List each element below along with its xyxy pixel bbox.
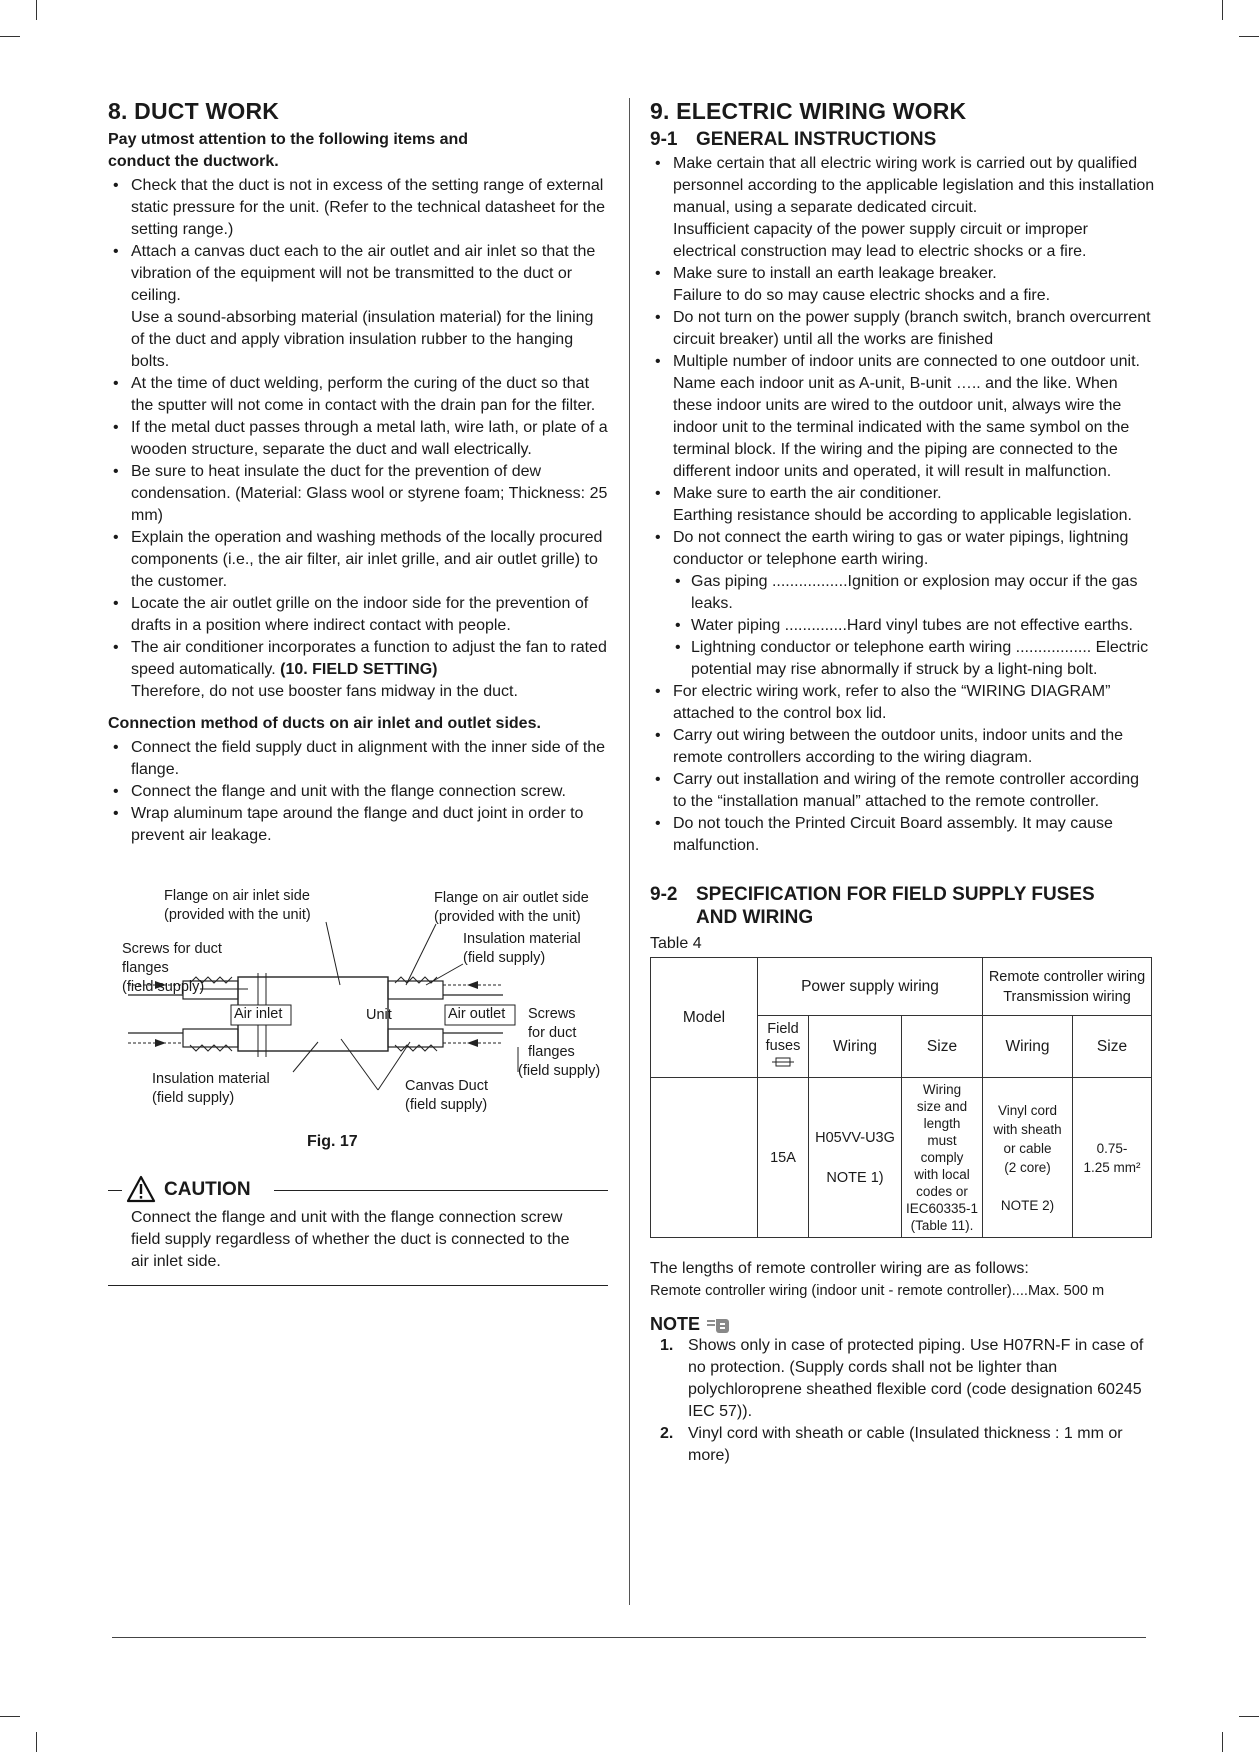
list-item: • Wrap aluminum tape around the flange and duct joint in order to prevent air leakage. [108, 803, 608, 847]
table-cell-model [651, 1078, 758, 1238]
lengths-text: The lengths of remote controller wiring are as follows: [650, 1260, 1029, 1277]
crop-mark [1222, 1732, 1223, 1752]
caution-rule-left [108, 1190, 122, 1191]
list-item: • Connect the flange and unit with the flange connection screw. [108, 781, 608, 803]
fuse-icon [772, 1057, 794, 1067]
list-item: • Attach a canvas duct each to the air outlet and air inlet so that the vibration of the equipment will not be transmitted to the duct or ceiling. Use a sound-absorbing material (insulation material) for the lining of the duct and apply vibration insulation rubber to the hanging bolts. [108, 241, 608, 373]
insulation-left-label: Insulation material (field supply) [152, 1071, 270, 1106]
air-outlet-label: Air outlet [448, 1006, 506, 1022]
list-item: 1. Shows only in case of protected piping. Use H07RN-F in case of no protection. (Supply cords shall not be lighter than polychloroprene sheathed flexible cord (code designation 60245 IEC 57)). [660, 1337, 1144, 1420]
wiring-bullet-list [650, 153, 1155, 857]
table-header-fuses: Field fuses [758, 1016, 809, 1078]
list-item: • Do not turn on the power supply (branch switch, branch overcurrent circuit breaker) until all the works are finished [650, 307, 1155, 351]
column-divider [629, 98, 630, 1605]
air-inlet-label: Air inlet [234, 1006, 283, 1022]
table-cell-fuse: 15A [758, 1078, 809, 1238]
list-item: • Connect the field supply duct in alignment with the inner side of the flange. [108, 737, 608, 781]
screws-right-label: Screws for duct flanges (field supply) [518, 1006, 601, 1079]
warning-icon [126, 1175, 156, 1203]
intro-text: Pay utmost attention to the following items and conduct the ductwork. [108, 131, 469, 170]
table-cell-remote-wiring: Vinyl cord with sheath or cable (2 core) NOTE 2) [983, 1078, 1073, 1238]
list-item: • At the time of duct welding, perform the curing of the duct so that the sputter will not come in contact with the drain pan for the filter. [108, 373, 608, 417]
screws-left-label: Screws for duct flanges (field supply) [122, 941, 222, 995]
caution-rule-bottom [108, 1285, 608, 1286]
list-item: • Carry out installation and wiring of the remote controller according to the “installation manual” attached to the remote controller. [650, 769, 1155, 813]
connection-heading: Connection method of ducts on air inlet and outlet sides. [108, 715, 541, 732]
caution-header [108, 1173, 608, 1207]
note-list [650, 1335, 1155, 1467]
list-item: • Explain the operation and washing methods of the locally procured components (i.e., the air filter, air inlet grille, and air outlet grille) to the customer. [108, 527, 608, 593]
duct-connection-figure [108, 877, 608, 1157]
list-item: • Make certain that all electric wiring work is carried out by qualified personnel according to the applicable legislation and this installation manual, using a separate dedicated circuit. Insufficient capacity of the power supply circuit or improper electrical construction may lead to electric shocks or a fire. [650, 153, 1155, 263]
list-item: • Be sure to heat insulate the duct for the prevention of dew condensation. (Material: Glass wool or styrene foam; Thickness: 25 mm) [108, 461, 608, 527]
list-item: • Gas piping .................Ignition or explosion may occur if the gas leaks. [673, 571, 1155, 615]
list-item: • Water piping ..............Hard vinyl tubes are not effective earths. [673, 615, 1155, 637]
canvas-duct-label: Canvas Duct (field supply) [405, 1078, 489, 1113]
list-item: • Multiple number of indoor units are connected to one outdoor unit. Name each indoor unit as A-unit, B-unit ….. and the like. When these indoor units are wired to the outdoor unit, always wire the indoor unit to the terminal indicated with the same symbol on the terminal block. If the wiring and the piping are connected to the different indoor units and operated, it will result in malfunction. [650, 351, 1155, 483]
connection-bullet-list [108, 737, 608, 847]
list-item: • The air conditioner incorporates a function to adjust the fan to rated speed automatically. (10. FIELD SETTING) Therefore, do not use booster fans midway in the duct. [108, 637, 608, 703]
crop-mark [0, 1716, 20, 1717]
flange-outlet-label: Flange on air outlet side (provided with the unit) [434, 890, 589, 925]
list-item: • Make sure to earth the air conditioner. Earthing resistance should be according to applicable legislation. [650, 483, 1155, 527]
crop-mark [36, 0, 37, 20]
duct-work-section [108, 98, 608, 1286]
duct-bullet-list [108, 175, 608, 703]
note-header [650, 1314, 1155, 1335]
crop-mark [1239, 36, 1259, 37]
table-header-wiring: Wiring [809, 1016, 902, 1078]
insulation-right-label: Insulation material (field supply) [463, 931, 581, 966]
lengths-detail: Remote controller wiring (indoor unit - remote controller)....Max. 500 m [650, 1283, 1105, 1299]
list-item: • Make sure to install an earth leakage breaker. Failure to do so may cause electric shocks and a fire. [650, 263, 1155, 307]
crop-mark [36, 1732, 37, 1752]
list-item: • Do not touch the Printed Circuit Board assembly. It may cause malfunction. [650, 813, 1155, 857]
crop-mark [0, 36, 20, 37]
electric-wiring-section [650, 98, 1155, 1467]
table-cell-size: Wiring size and length must comply with local codes or IEC60335-1 (Table 11). [902, 1078, 983, 1238]
footer-rule [112, 1637, 1146, 1638]
table-header-size2: Size [1073, 1016, 1152, 1078]
table-cell-wiring: H05VV-U3G NOTE 1) [809, 1078, 902, 1238]
list-item: • Do not connect the earth wiring to gas or water pipings, lightning conductor or telephone earth wiring. • Gas piping .................Ignition or explosion may occur if the gas leaks. • Water piping ..............Hard vinyl tubes are not effective earths. • Lightning conductor or telephone earth wiring ................. Electric potential may rise abnormally if struck by a light-ning bolt. [650, 527, 1155, 681]
crop-mark [1239, 1716, 1259, 1717]
list-item: • For electric wiring work, refer to also the “WIRING DIAGRAM” attached to the control box lid. [650, 681, 1155, 725]
list-item: • Carry out wiring between the outdoor units, indoor units and the remote controllers according to the wiring diagram. [650, 725, 1155, 769]
section-title: 8. DUCT WORK [108, 98, 280, 124]
unit-label: Unit [366, 1007, 392, 1023]
section-title: 9. ELECTRIC WIRING WORK [650, 98, 967, 124]
caution-box [108, 1173, 608, 1286]
table-header-remote: Remote controller wiring Transmission wiring [983, 958, 1152, 1016]
list-item: • Lightning conductor or telephone earth wiring ................. Electric potential may rise abnormally if struck by a light-ning bolt. [673, 637, 1155, 681]
subsection-title: 9-1 GENERAL INSTRUCTIONS [650, 129, 937, 150]
caution-text: Connect the flange and unit with the flange connection screw field supply regardless of whether the duct is connected to the air inlet side. [131, 1209, 570, 1270]
crop-mark [1222, 0, 1223, 20]
pointing-hand-icon [706, 1316, 734, 1334]
table-header-model: Model [651, 958, 758, 1078]
subsection-title: 9-2 SPECIFICATION FOR FIELD SUPPLY FUSES AND WIRING [650, 884, 1095, 928]
list-item: • If the metal duct passes through a metal lath, wire lath, or plate of a wooden structure, separate the duct and wall electrically. [108, 417, 608, 461]
earth-sub-list [673, 571, 1155, 681]
table-cell-remote-size: 0.75- 1.25 mm² [1073, 1078, 1152, 1238]
note-title: NOTE [650, 1314, 701, 1334]
table-label: Table 4 [650, 935, 702, 952]
figure-caption: Fig. 17 [307, 1133, 358, 1150]
list-item: 2. Vinyl cord with sheath or cable (Insulated thickness : 1 mm or more) [660, 1425, 1123, 1464]
list-item: • Locate the air outlet grille on the indoor side for the prevention of drafts in a position where indirect contact with people. [108, 593, 608, 637]
flange-inlet-label: Flange on air inlet side (provided with the unit) [164, 888, 311, 923]
caution-title: CAUTION [164, 1179, 251, 1200]
table-header-power: Power supply wiring [758, 958, 983, 1016]
list-item: • Check that the duct is not in excess of the setting range of external static pressure for the unit. (Refer to the technical datasheet for the setting range.) [108, 175, 608, 241]
caution-rule-right [274, 1190, 608, 1191]
table-header-wiring2: Wiring [983, 1016, 1073, 1078]
table-header-size: Size [902, 1016, 983, 1078]
fuse-wiring-table [650, 957, 1152, 1238]
